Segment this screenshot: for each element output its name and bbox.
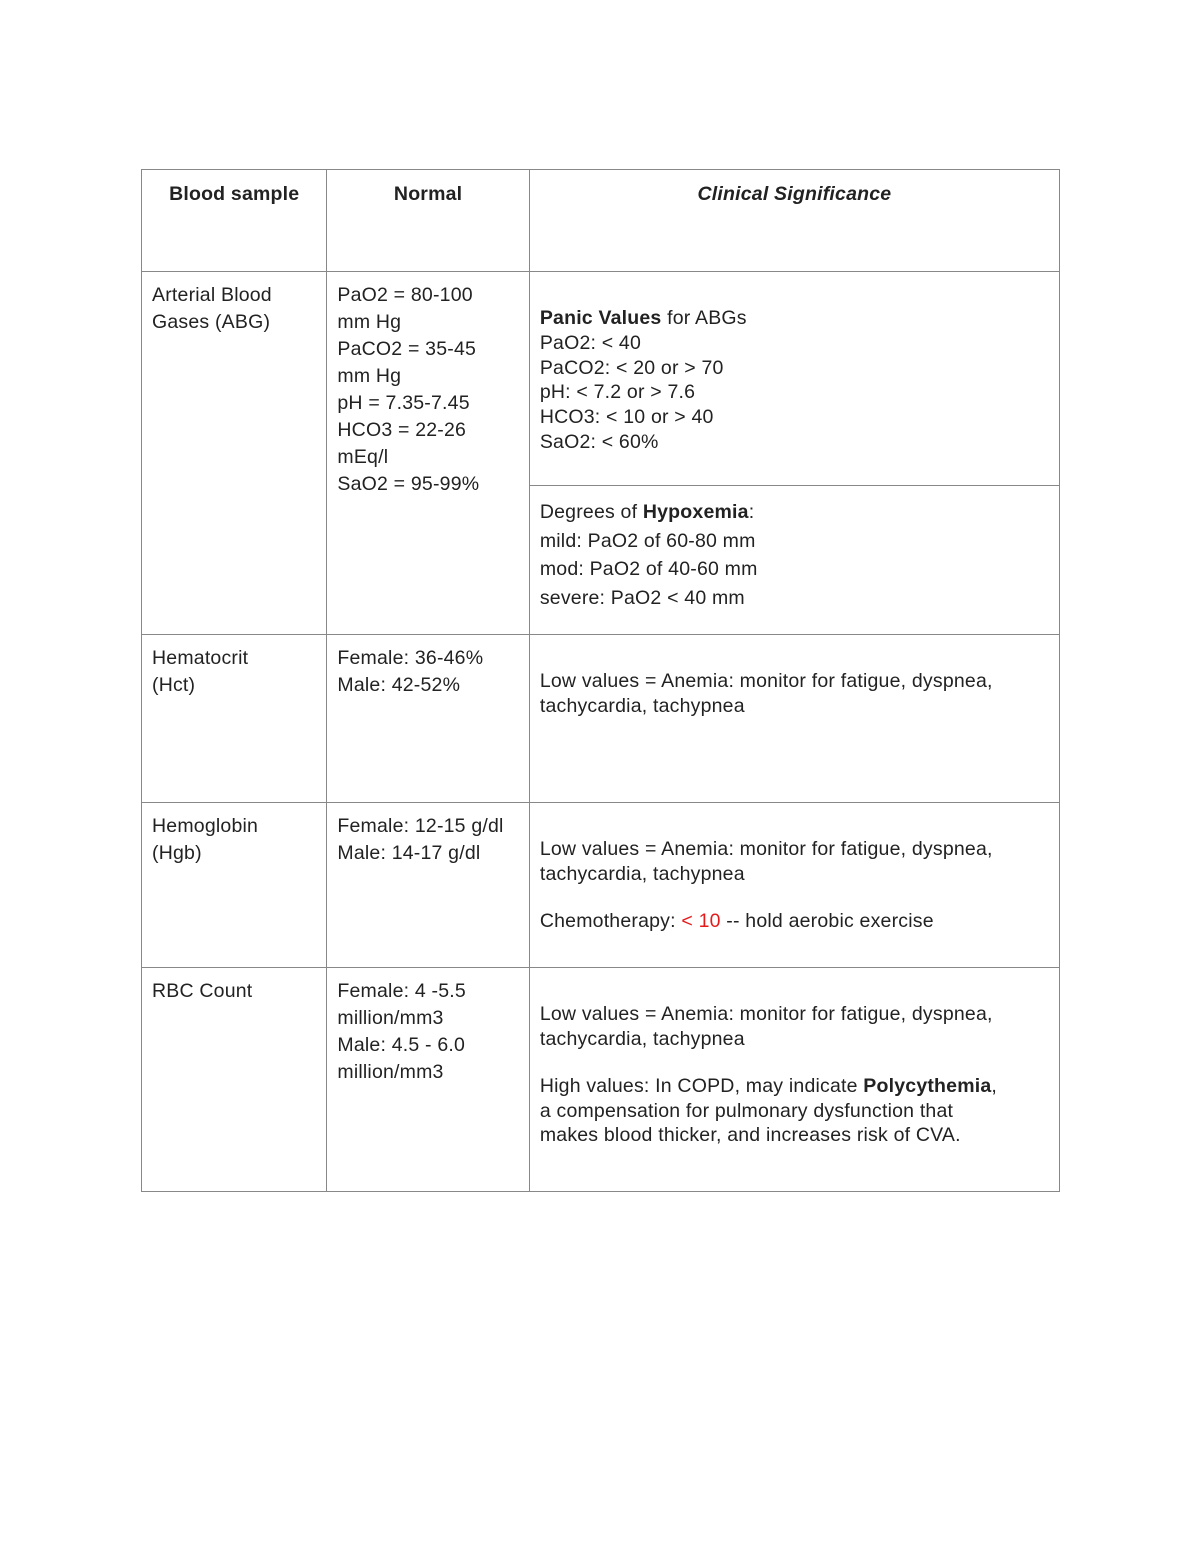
normal-cell [327,635,529,803]
sample-text: Gases (ABG) [152,311,271,333]
sample-cell [142,968,327,1192]
sample-cell [142,272,327,635]
table-header-row [142,170,1060,272]
chemotherapy-line: Chemotherapy: < 10 -- hold aerobic exercise [539,910,934,932]
panic-line: SaO2: < 60% [539,430,659,453]
sample-cell [142,803,327,968]
sample-text: Arterial Blood [152,284,272,306]
normal-text: Male: 14-17 g/dl [337,842,481,864]
significance-line: Low values = Anemia: monitor for fatigue, dyspnea, [539,838,993,860]
lab-values-table [141,169,1060,1192]
significance-line: tachycardia, tachypnea [539,862,745,885]
significance-line: tachycardia, tachypnea [539,1027,745,1050]
table-row [142,968,1060,1192]
chemo-threshold: < 10 [681,910,721,932]
panic-title: Panic Values for ABGs [539,307,747,329]
high-values-line: High values: In COPD, may indicate Polycythemia, [539,1075,998,1097]
significance-line: tachycardia, tachypnea [539,694,745,717]
normal-text: Male: 4.5 - 6.0 [337,1034,466,1056]
hypoxemia-line: severe: PaO2 < 40 mm [539,586,745,609]
header-blood-sample: Blood sample [142,170,327,272]
table-row [142,635,1060,803]
significance-line: Low values = Anemia: monitor for fatigue, dyspnea, [539,1003,993,1025]
significance-cell [529,635,1059,803]
normal-text: Female: 36-46% [337,647,484,669]
high-values-line: makes blood thicker, and increases risk of CVA. [539,1124,961,1146]
normal-cell [327,968,529,1192]
normal-text: mm Hg [337,311,402,333]
hypoxemia-line: mod: PaO2 of 40-60 mm [539,558,758,580]
normal-text: HCO3 = 22-26 [337,419,467,441]
normal-cell [327,272,529,635]
normal-text: Female: 4 -5.5 [337,980,466,1002]
sample-text: (Hct) [152,674,196,696]
sample-text: Hematocrit [152,647,249,669]
panic-values-box [530,272,1059,486]
table-row [142,803,1060,968]
normal-text: million/mm3 [337,1061,444,1083]
significance-cell [529,803,1059,968]
sample-text: Hemoglobin [152,815,259,837]
normal-text: pH = 7.35-7.45 [337,392,470,414]
panic-line: pH: < 7.2 or > 7.6 [539,381,696,404]
panic-line: PaO2: < 40 [539,331,642,354]
normal-text: Female: 12-15 g/dl [337,815,504,837]
panic-line: HCO3: < 10 or > 40 [539,406,714,429]
high-values-line: a compensation for pulmonary dysfunction that [539,1099,954,1122]
normal-text: million/mm3 [337,1007,444,1029]
normal-text: Male: 42-52% [337,674,461,696]
significance-cell [529,968,1059,1192]
panic-line: PaCO2: < 20 or > 70 [539,356,724,379]
normal-text: PaCO2 = 35-45 [337,338,477,360]
normal-text: PaO2 = 80-100 [337,284,473,306]
table-row [142,272,1060,635]
significance-cell [529,272,1059,635]
sample-text: RBC Count [152,980,253,1002]
hypoxemia-box [540,486,1049,618]
header-clinical-significance: Clinical Significance [529,170,1059,272]
significance-line: Low values = Anemia: monitor for fatigue, dyspnea, [539,670,993,692]
hypoxemia-title: Degrees of Hypoxemia: [539,501,755,523]
hypoxemia-line: mild: PaO2 of 60-80 mm [539,529,756,552]
normal-text: SaO2 = 95-99% [337,473,480,495]
sample-text: (Hgb) [152,842,202,864]
normal-text: mm Hg [337,365,402,387]
normal-text: mEq/l [337,446,389,468]
sample-cell [142,635,327,803]
header-normal: Normal [327,170,529,272]
normal-cell [327,803,529,968]
